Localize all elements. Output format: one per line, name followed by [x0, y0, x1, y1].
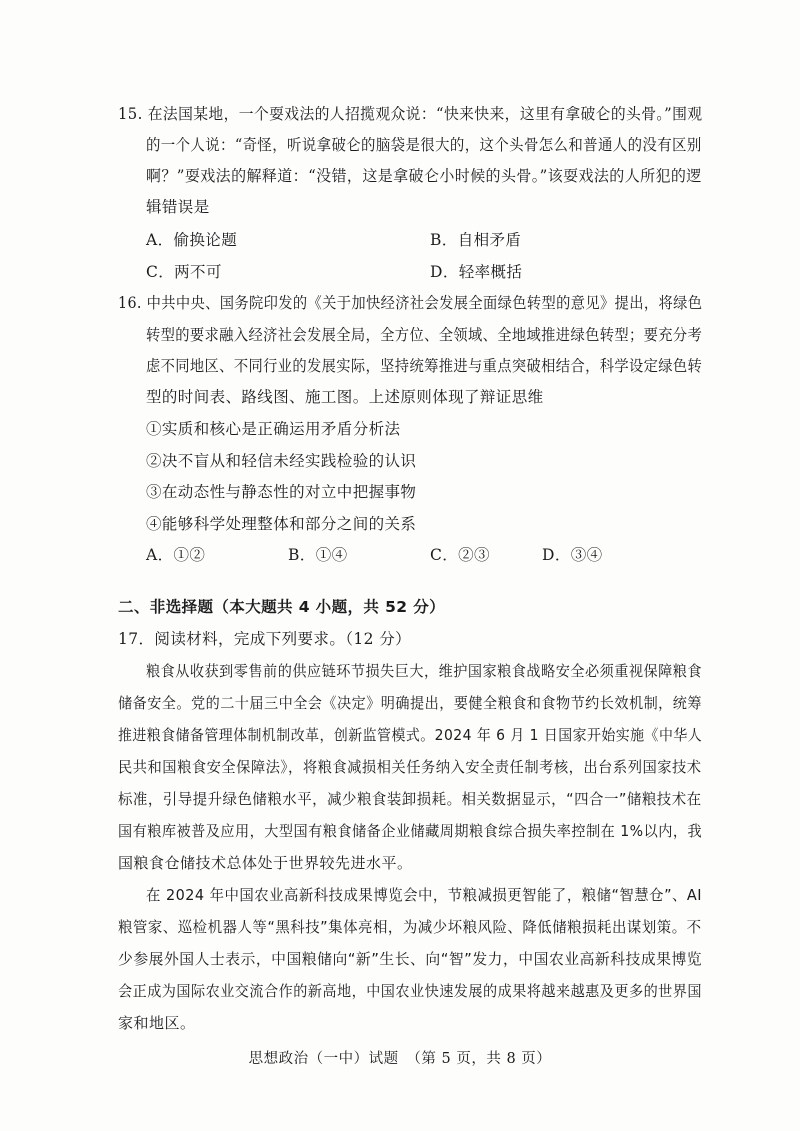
q15-option-b: B．自相矛盾	[430, 231, 522, 249]
q17-para2-line-1: 在 2024 年中国农业高新科技成果博览会中，节粮减损更智能了，粮储“智慧仓”、AI	[146, 886, 702, 904]
q16-line-1: 16. 中共中央、国务院印发的《关于加快经济社会发展全面绿色转型的意见》提出，将绿色	[118, 294, 703, 312]
q16-statement-4: ④能够科学处理整体和部分之间的关系	[146, 515, 417, 533]
q16-option-a: A．①②	[146, 546, 206, 564]
q16-option-c: C．②③	[430, 546, 490, 564]
q17-para1-line-6: 国有粮库被普及应用，大型国有粮食储备企业储藏周期粮食综合损失率控制在 1%以内，我	[118, 822, 703, 840]
q17-para1-line-3: 推进粮食储备管理体制机制改革，创新监管模式。2024 年 6 月 1 日国家开始实施《中华人	[118, 726, 703, 744]
q15-line-3: 啊？”耍戏法的解释道：“没错，这是拿破仑小时候的头骨。”该耍戏法的人所犯的逻	[146, 167, 702, 185]
q15-option-c: C．两不可	[146, 263, 222, 281]
q16-statement-1: ①实质和核心是正确运用矛盾分析法	[146, 420, 401, 438]
q15-line-2: 的一个人说：“奇怪，听说拿破仑的脑袋是很大的，这个头骨怎么和普通人的没有区别	[146, 136, 702, 154]
q16-statement-2: ②决不盲从和轻信未经实践检验的认识	[146, 452, 417, 470]
page-footer: 思想政治（一中）试题 （第 5 页，共 8 页）	[248, 1051, 552, 1067]
q17-para1-line-7: 国粮食仓储技术总体处于世界较先进水平。	[118, 854, 413, 872]
q15-option-d: D．轻率概括	[430, 263, 523, 281]
q16-line-2: 转型的要求融入经济社会发展全局，全方位、全领域、全地域推进绿色转型；要充分考	[146, 326, 703, 344]
q15-option-a: A．偷换论题	[146, 231, 238, 249]
q16-line-4: 型的时间表、路线图、施工图。上述原则体现了辩证思维	[146, 388, 544, 406]
q17-para1-line-1: 粮食从收获到零售前的供应链环节损失巨大，维护国家粮食战略安全必须重视保障粮食	[146, 662, 703, 680]
q16-statement-3: ③在动态性与静态性的对立中把握事物	[146, 483, 417, 501]
q16-option-d: D．③④	[542, 546, 603, 564]
q17-para2-line-4: 会正成为国际农业交流合作的新高地，中国农业快速发展的成果将越来越惠及更多的世界国	[118, 982, 702, 1000]
q15-line-4: 辑错误是	[146, 198, 210, 216]
q17-para2-line-2: 粮管家、巡检机器人等“黑科技”集体亮相，为减少坏粮风险、降低储粮损耗出谋划策。不	[118, 918, 702, 936]
q16-line-3: 虑不同地区、不同行业的发展实际，坚持统筹推进与重点突破相结合，科学设定绿色转	[146, 357, 703, 375]
q17-para2-line-5: 家和地区。	[118, 1014, 196, 1032]
q17-para1-line-5: 标准，引导提升绿色储粮水平，减少粮食装卸损耗。相关数据显示，“四合一”储粮技术在	[118, 790, 702, 808]
q16-option-b: B．①④	[288, 546, 348, 564]
q17-para1-line-4: 民共和国粮食安全保障法》，将粮食减损相关任务纳入安全责任制考核，出台系列国家技术	[118, 758, 702, 776]
section-title: 二、非选择题（本大题共 4 小题，共 52 分）	[118, 598, 446, 616]
q17-title: 17．阅读材料，完成下列要求。（12 分）	[118, 630, 412, 648]
q15-line-1: 15. 在法国某地，一个耍戏法的人招揽观众说：“快来快来，这里有拿破仑的头骨。”围观	[118, 105, 703, 123]
q17-para2-line-3: 少参展外国人士表示，中国粮储向“新”生长、向“智”发力，中国农业高新科技成果博览	[118, 950, 703, 968]
q17-para1-line-2: 储备安全。党的二十届三中全会《决定》明确提出，要健全粮食和食物节约长效机制，统筹	[118, 694, 702, 712]
